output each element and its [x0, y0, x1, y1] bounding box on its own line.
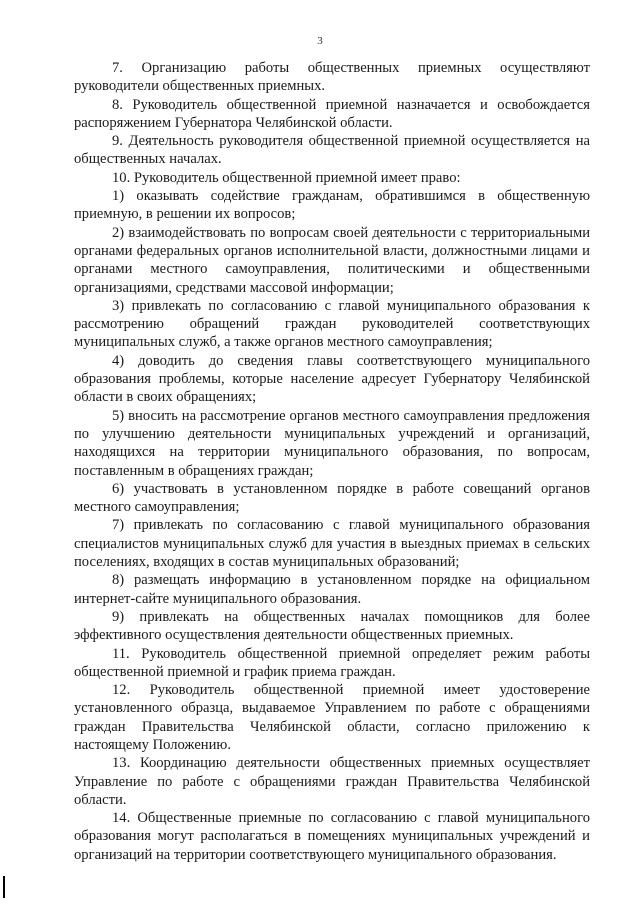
list-item-1: 1) оказывать содействие гражданам, обратившимся в общественную приемную, в решении их вопросов; [74, 188, 590, 223]
paragraph-12: 12. Руководитель общественной приемной имеет удостоверение установленного образца, выдаваемое Управлением по работе с обращениями граждан Правительства Челябинской области, согласно приложению к настоящему Положению. [74, 682, 590, 753]
paragraph-11: 11. Руководитель общественной приемной определяет режим работы общественной приемной и график приема граждан. [74, 645, 590, 680]
paragraph-14: 14. Общественные приемные по согласованию с главой муниципального образования могут располагаться в помещениях муниципальных учреждений и организаций на территории соответствующего муниципального образования. [74, 810, 590, 863]
page-number: 3 [317, 35, 323, 47]
list-item-9: 9) привлекать на общественных началах помощников для более эффективного осуществления деятельности общественных приемных. [74, 608, 590, 644]
paragraph-13: 13. Координацию деятельности общественных приемных осуществляет Управление по работе с обращениями граждан Правительства Челябинской области. [74, 755, 590, 808]
list-item-8: 8) размещать информацию в установленном порядке на официальном интернет-сайте муниципального образования. [74, 572, 590, 607]
list-item-3: 3) привлекать по согласованию с главой муниципального образования к рассмотрению обращений граждан руководителей соответствующих муниципальных служб, а также органов местного самоуправления; [74, 297, 590, 351]
paragraph-9: 9. Деятельность руководителя общественной приемной осуществляется на общественных началах. [74, 133, 590, 168]
list-item-7: 7) привлекать по согласованию с главой муниципального образования специалистов муниципальных служб для участия в выездных приемах в сельских поселениях, входящих в состав муниципальных образований; [74, 517, 590, 571]
document-body [74, 59, 590, 864]
list-item-4: 4) доводить до сведения главы соответствующего муниципального образования проблемы, которые население адресует Губернатору Челябинской области в своих обращениях; [74, 352, 590, 406]
list-item-6: 6) участвовать в установленном порядке в работе совещаний органов местного самоуправления; [74, 480, 590, 516]
scan-edge-mark [3, 876, 5, 898]
list-item-5: 5) вносить на рассмотрение органов местного самоуправления предложения по улучшению деятельности муниципальных учреждений и организаций, находящихся на территории муниципального образования, по вопросам, поставленным в обращениях граждан; [74, 407, 590, 479]
paragraph-8: 8. Руководитель общественной приемной назначается и освобождается распоряжением Губернатора Челябинской области. [74, 96, 590, 131]
paragraph-10: 10. Руководитель общественной приемной имеет право: [112, 169, 461, 186]
list-item-2: 2) взаимодействовать по вопросам своей деятельности с территориальными органами федеральных органов исполнительной власти, должностными лицами и органами местного самоуправления, политическими и общественными организациями, средствами массовой информации; [74, 224, 590, 296]
paragraph-7: 7. Организацию работы общественных приемных осуществляют руководители общественных приемных. [74, 60, 590, 95]
